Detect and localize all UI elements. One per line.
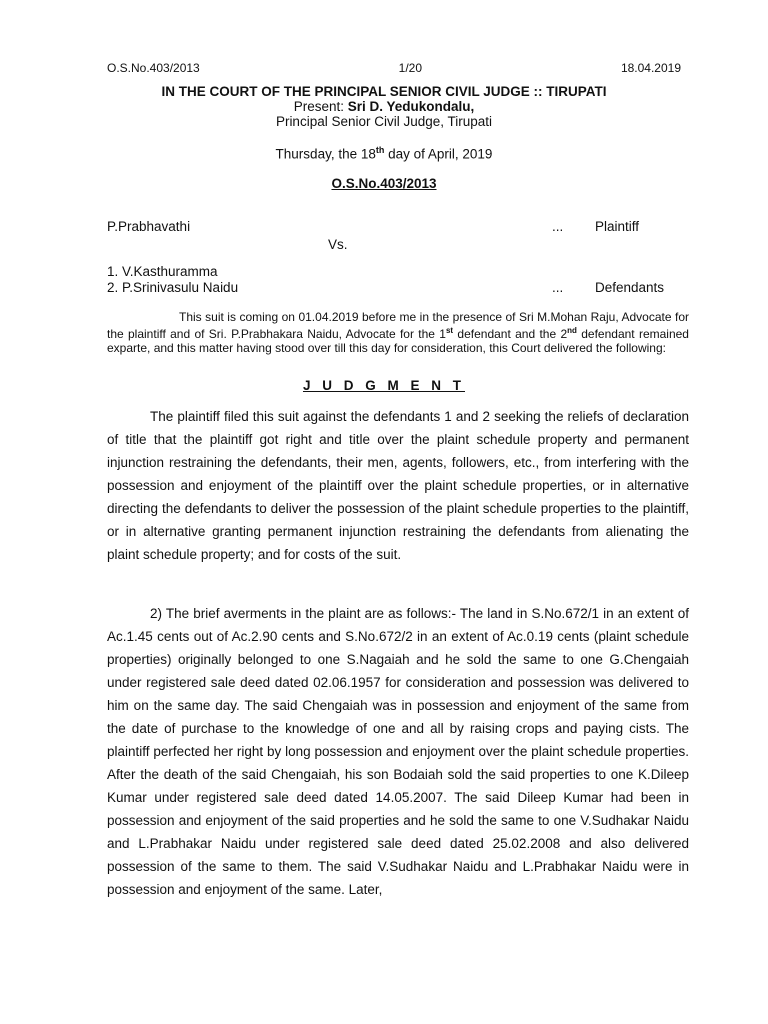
judgment-date [0, 145, 768, 162]
judge-designation: Principal Senior Civil Judge, Tirupati [275, 114, 493, 129]
body-paragraph-2: 2) The brief averments in the plaint are as follows:- The land in S.No.672/1 in an extent of Ac.1.45 cents out of Ac.2.90 cents and S.No.672/2 in an extent of Ac.0.19 cents (plaint schedule properties) originally belonged to one S.Nagaiah and he sold the same to one G.Chengaiah under registered sale deed dated 02.06.1957 for consideration and possession was delivered to him on the same day. The said Chengaiah was in possession and enjoyment of the same from the date of purchase to the knowledge of one and all by raising crops and paying cists. The plaintiff perfected her right by long possession and enjoyment over the plaint schedule properties. After the death of the said Chengaiah, his son Bodaiah sold the said properties to one K.Dileep Kumar under registered sale deed dated 14.05.2007. The said Dileep Kumar had been in possession and enjoyment of the said properties and he sold the same to one V.Sudhakar Naidu and L.Prabhakar Naidu under registered sale deed dated 25.02.2008 and also delivered possession of the same to them. The said V.Sudhakar Naidu and L.Prabhakar Naidu were in possession and enjoyment of the same. Later, [107, 606, 689, 897]
plaintiff-dots: ... [552, 219, 564, 234]
intro-sup1: st [445, 326, 454, 335]
defendants-role: Defendants [595, 280, 665, 295]
defendant1-row [107, 264, 681, 279]
header-date: 18.04.2019 [620, 61, 681, 75]
page-header [107, 61, 681, 75]
present-label: Present: [293, 99, 348, 114]
defendant2-name: 2. P.Srinivasulu Naidu [107, 280, 239, 295]
present-line [0, 99, 768, 114]
case-number: O.S.No.403/2013 [331, 176, 437, 191]
judge-name: Sri D. Yedukondalu, [347, 99, 475, 114]
intro-paragraph [107, 310, 689, 355]
versus-label: Vs. [328, 237, 348, 252]
defendants-dots: ... [552, 280, 564, 295]
body-paragraph-1: The plaintiff filed this suit against the defendants 1 and 2 seeking the reliefs of declaration of title that the plaintiff got right and title over the plaint schedule property and permanent injunction restraining the defendants, their men, agents, followers, etc., from interfering with the possession and enjoyment of the plaintiff over the plaint schedule properties, or in alternative directing the defendants to deliver the possession of the plaint schedule properties to the plaintiff, or in alternative granting permanent injunction restraining the defendants from alienating the plaint schedule property; and for costs of the suit. [107, 409, 689, 562]
header-page-indicator: 1/20 [398, 61, 423, 75]
intro-part2: defendant and the 2 [453, 327, 568, 341]
defendant1-name: 1. V.Kasthuramma [107, 264, 218, 279]
header-case-ref: O.S.No.403/2013 [107, 61, 200, 75]
judgment-heading: J U D G M E N T [302, 378, 465, 393]
intro-part3: defendant remained exparte, and this matter having stood over till this day for consideration, this Court delivered the following: [107, 327, 689, 355]
plaintiff-row [107, 219, 681, 234]
date-rest: day of April, 2019 [384, 146, 493, 162]
defendant2-row [107, 280, 681, 295]
date-suffix: th [375, 145, 385, 155]
plaintiff-name: P.Prabhavathi [107, 219, 191, 234]
date-prefix: Thursday, the 18 [275, 146, 376, 162]
court-title: IN THE COURT OF THE PRINCIPAL SENIOR CIVIL JUDGE :: TIRUPATI [161, 84, 607, 99]
intro-sup2: nd [567, 326, 577, 335]
intro-part1: This suit is coming on 01.04.2019 before me in the presence of Sri M.Mohan Raju, Advocate for the plaintiff and of Sri. P.Prabhakara Naidu, Advocate for the 1 [107, 310, 689, 341]
plaintiff-role: Plaintiff [595, 219, 640, 234]
